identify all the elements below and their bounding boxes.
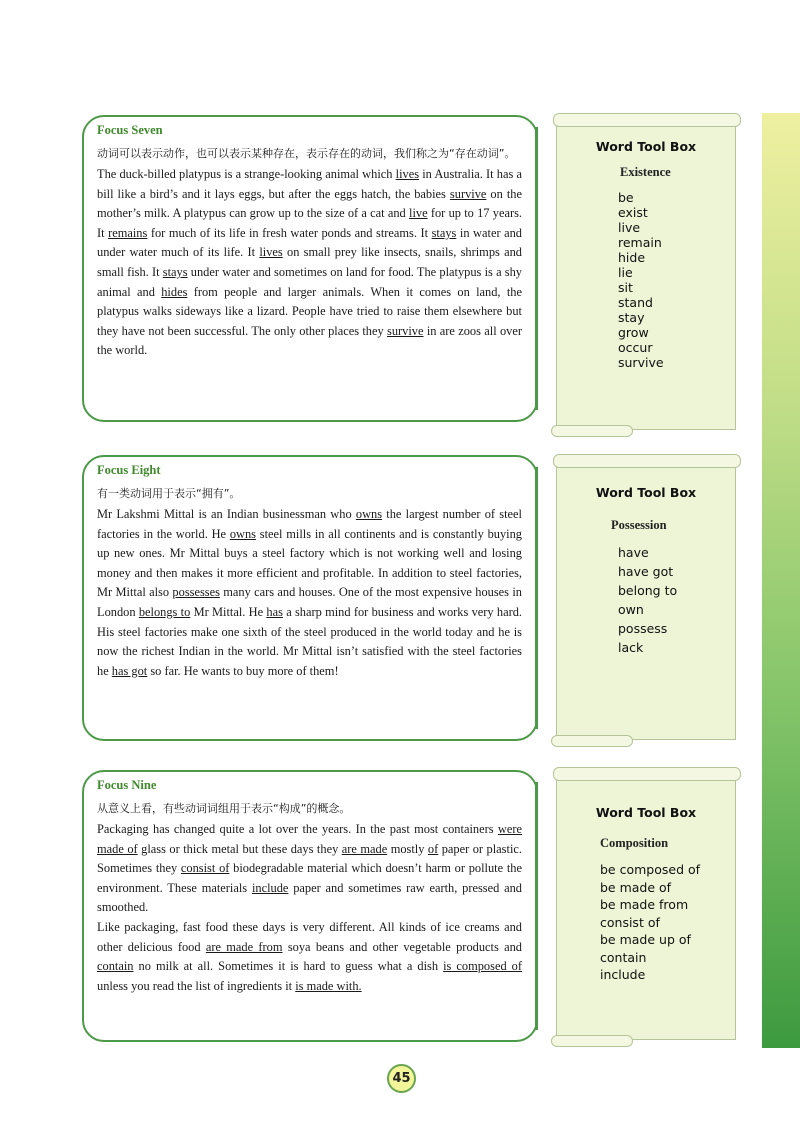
- text-run: for much of its life in fresh water ponds and streams. It: [147, 225, 432, 240]
- highlighted-verb: survive: [449, 186, 487, 201]
- text-run: a sharp mind for business and works very hard. His steel factories make one sixth of the steel produced in the world today and he is now the richest Indian in the world. Mr Mittal isn’t satisfied with the steel factories he: [97, 604, 522, 678]
- text-run: Like packaging, fast food these days is very different. All kinds of ice creams and other delicious food: [97, 919, 522, 954]
- highlighted-verb: are made: [341, 841, 388, 856]
- word-item: live: [618, 220, 641, 235]
- text-run: in are zoos all over the world.: [97, 323, 522, 358]
- text-run: The duck-billed platypus is a strange-looking animal which: [97, 167, 396, 181]
- highlighted-verb: owns: [229, 526, 256, 541]
- word-tool-box-category: Existence: [620, 165, 671, 179]
- highlighted-verb: live: [409, 206, 428, 221]
- highlighted-verb: hides: [161, 284, 188, 299]
- scroll-top-curl: [553, 113, 741, 127]
- highlighted-verb: belongs to: [138, 604, 191, 619]
- text-run: many cars and houses. One of the most expensive houses in London: [97, 585, 522, 619]
- side-gradient-bar: [762, 113, 800, 1048]
- word-tool-box-title: Word Tool Box: [595, 139, 697, 154]
- word-list: [618, 190, 664, 370]
- word-tool-box-category: Possession: [611, 518, 667, 532]
- word-tool-box-title: Word Tool Box: [595, 805, 697, 820]
- word-item: possess: [618, 621, 668, 636]
- word-item: stay: [618, 310, 645, 325]
- focus-nine-box: [82, 770, 538, 1042]
- word-item: survive: [618, 355, 664, 370]
- text-run: paper and sometimes raw earth, pressed and smoothed.: [97, 880, 522, 915]
- text-run: biodegradable material which doesn’t harm or pollute the environment. These materials: [97, 861, 523, 895]
- text-run: paper or plastic. Sometimes they: [97, 841, 522, 876]
- focus-eight-title: Focus Eight: [97, 463, 161, 477]
- focus-nine-chinese: 从意义上看，有些动词词组用于表示“构成”的概念。: [97, 802, 351, 815]
- word-item: own: [618, 602, 644, 617]
- scroll-bottom-curl: [551, 735, 633, 747]
- word-item: lie: [618, 265, 633, 280]
- word-item: be made from: [600, 897, 689, 912]
- focus-nine-title: Focus Nine: [97, 778, 157, 792]
- text-run: so far. He wants to buy more of them!: [147, 663, 339, 678]
- focus-eight-chinese: 有一类动词用于表示“拥有”。: [97, 487, 241, 500]
- highlighted-verb: of: [427, 841, 439, 856]
- highlighted-verb: are made from: [205, 939, 283, 954]
- text-run: on the mother’s milk. A platypus can grow up to the size of a cat and: [97, 186, 522, 221]
- word-item: stand: [618, 295, 653, 310]
- highlighted-verb: is composed of: [443, 959, 522, 974]
- text-run: unless you read the list of ingredients it: [97, 978, 296, 993]
- text-run: mostly: [387, 841, 428, 856]
- word-item: sit: [618, 280, 633, 295]
- highlighted-verb: include: [251, 880, 289, 895]
- word-item: occur: [618, 340, 653, 355]
- text-run: on small prey like insects, snails, shrimps and small fish. It: [97, 245, 522, 279]
- highlighted-verb: contain: [97, 959, 134, 974]
- highlighted-verb: is made with.: [295, 978, 362, 993]
- text-run: for up to 17 years. It: [97, 206, 522, 240]
- focus-eight-box: [82, 455, 538, 741]
- word-item: have: [618, 545, 649, 560]
- highlighted-verb: has got: [111, 663, 148, 678]
- word-item: include: [600, 967, 646, 982]
- text-run: glass or thick metal but these days they: [137, 841, 342, 856]
- focus-nine-paragraph-2: [97, 918, 522, 996]
- highlighted-verb: has: [266, 604, 283, 619]
- word-item: exist: [618, 205, 648, 220]
- highlighted-verb: survive: [387, 323, 424, 338]
- word-tool-box-title: Word Tool Box: [595, 485, 697, 500]
- text-run: steel mills in all continents and is constantly buying up new ones. Mr Mittal buys a steel factory which is not working well and losing money and then makes it more efficient and profitable. In addition to steel factories, Mr Mittal also: [97, 526, 522, 600]
- word-item: grow: [618, 325, 649, 340]
- focus-nine-paragraph-1: [97, 820, 522, 918]
- word-item: be composed of: [600, 862, 701, 877]
- word-item: have got: [618, 564, 674, 579]
- word-item: consist of: [600, 914, 660, 930]
- highlighted-verb: consist of: [180, 861, 230, 876]
- text-run: in water and under water much of its life. It: [97, 225, 522, 260]
- word-tool-box-category: Composition: [600, 836, 669, 850]
- word-item: hide: [618, 250, 646, 265]
- scroll-bottom-curl: [551, 425, 633, 437]
- text-run: Mr Mittal. He: [190, 604, 267, 619]
- word-tool-box-existence: [556, 121, 736, 430]
- focus-seven-paragraph: [97, 165, 522, 361]
- word-item: belong to: [618, 583, 678, 598]
- highlighted-verb: lives: [395, 167, 420, 181]
- word-list: [618, 543, 677, 657]
- scroll-top-curl: [553, 454, 741, 468]
- highlighted-verb: stays: [162, 264, 188, 279]
- text-run: Packaging has changed quite a lot over the years. In the past most containers: [97, 822, 498, 836]
- word-item: lack: [618, 640, 644, 655]
- scroll-top-curl: [553, 767, 741, 781]
- text-run: under water and sometimes on land for food. The platypus is a shy animal and: [97, 264, 523, 299]
- word-tool-box-possession: [556, 462, 736, 740]
- highlighted-verb: owns: [355, 507, 383, 521]
- focus-seven-chinese: 动词可以表示动作，也可以表示某种存在，表示存在的动词，我们称之为“存在动词”。: [97, 147, 516, 160]
- focus-eight-paragraph: [97, 505, 522, 681]
- highlighted-verb: possesses: [172, 585, 220, 600]
- text-run: the largest number of steel factories in the world. He: [97, 507, 522, 541]
- focus-seven-title: Focus Seven: [97, 123, 163, 137]
- text-run: in Australia. It has a bill like a bird’s and it lays eggs, but after the eggs hatch, the babies: [97, 167, 522, 201]
- highlighted-verb: were made of: [97, 822, 522, 856]
- highlighted-verb: stays: [431, 225, 457, 240]
- word-item: be made up of: [600, 932, 691, 947]
- highlighted-verb: remains: [108, 225, 148, 240]
- highlighted-verb: lives: [259, 245, 283, 260]
- word-item: contain: [600, 949, 647, 965]
- text-run: from people and larger animals. When it comes on land, the platypus walks sideways like a lizard. People have tried to raise them elsewhere but they have not been successful. The only other places they: [97, 284, 522, 338]
- word-list: [600, 861, 700, 984]
- word-item: remain: [618, 235, 662, 250]
- word-tool-box-composition: [556, 775, 736, 1040]
- text-run: Mr Lakshmi Mittal is an Indian businessman who: [97, 507, 356, 521]
- word-item: be: [618, 190, 634, 205]
- text-run: no milk at all. Sometimes it is hard to guess what a dish: [133, 959, 444, 974]
- scroll-bottom-curl: [551, 1035, 633, 1047]
- text-run: soya beans and other vegetable products and: [282, 939, 522, 954]
- focus-seven-box: [82, 115, 538, 422]
- word-item: be made of: [600, 879, 672, 895]
- page-number-badge: 45: [387, 1064, 416, 1093]
